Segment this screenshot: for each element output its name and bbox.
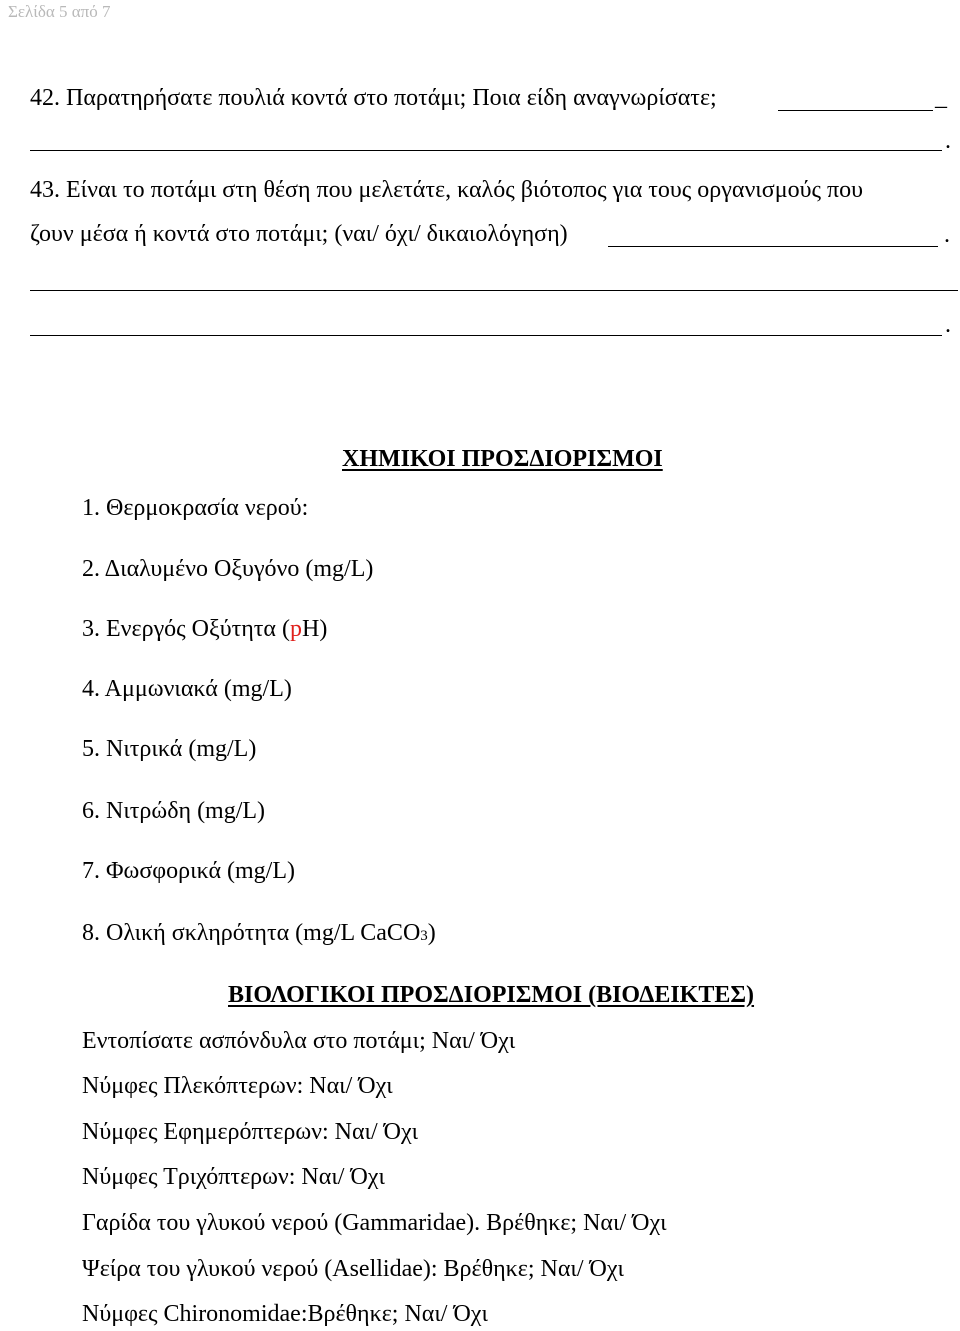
chemical-section-heading: ΧΗΜΙΚΟΙ ΠΡΟΣΔΙΟΡΙΣΜΟΙ xyxy=(342,446,663,472)
answer-line-43a xyxy=(608,246,938,247)
answer-line-42b-dot: . xyxy=(945,128,951,154)
answer-line-43a-dot: . xyxy=(944,222,950,248)
chem-item-phosphates: 7. Φωσφορικά (mg/L) xyxy=(82,858,295,884)
answer-line-42b xyxy=(30,150,942,151)
ph-rest: H) xyxy=(302,616,328,642)
bio-item-gammaridae: Γαρίδα του γλυκού νερού (Gammaridae). Βρέθηκε; Ναι/ Όχι xyxy=(82,1210,667,1236)
answer-line-43c xyxy=(30,335,942,336)
biological-section-heading: ΒΙΟΛΟΓΙΚΟΙ ΠΡΟΣΔΙΟΡΙΣΜΟΙ (ΒΙΟΔΕΙΚΤΕΣ) xyxy=(228,982,755,1008)
bio-item-asellidae: Ψείρα του γλυκού νερού (Asellidae): Βρέθηκε; Ναι/ Όχι xyxy=(82,1256,624,1282)
ph-highlight-letter: p xyxy=(290,616,302,642)
hardness-close-paren: ) xyxy=(427,920,436,946)
chem-item-nitrates: 5. Νιτρικά (mg/L) xyxy=(82,736,257,762)
bio-item-plecoptera: Νύμφες Πλεκόπτερων: Ναι/ Όχι xyxy=(82,1073,393,1099)
question-43-line1: 43. Είναι το ποτάμι στη θέση που μελετάτε, καλός βιότοπος για τους οργανισμούς που xyxy=(30,177,863,203)
bio-item-ephemeroptera: Νύμφες Εφημερόπτερων: Ναι/ Όχι xyxy=(82,1119,419,1145)
question-42-text: 42. Παρατηρήσατε πουλιά κοντά στο ποτάμι; Ποια είδη αναγνωρίσατε; xyxy=(30,85,717,111)
answer-line-43b xyxy=(30,290,958,291)
chem-item-nitrites: 6. Νιτρώδη (mg/L) xyxy=(82,798,266,824)
answer-line-43c-dot: . xyxy=(945,312,951,338)
chem-item-hardness xyxy=(82,920,436,947)
chem-item-ammonia: 4. Αμμωνιακά (mg/L) xyxy=(82,676,292,702)
bio-item-invertebrates: Εντοπίσατε ασπόνδυλα στο ποτάμι; Ναι/ Όχι xyxy=(82,1028,516,1054)
answer-line-42 xyxy=(778,110,933,111)
chem-item-ph xyxy=(82,616,327,643)
chem-item-temperature: 1. Θερμοκρασία νερού: xyxy=(82,495,309,521)
page-number-label: Σελίδα 5 από 7 xyxy=(8,2,111,21)
question-43-line2: ζουν μέσα ή κοντά στο ποτάμι; (ναι/ όχι/ δικαιολόγηση) xyxy=(30,221,568,247)
chem-item-dissolved-oxygen: 2. Διαλυμένο Οξυγόνο (mg/L) xyxy=(82,556,374,582)
chem-item-ph-label: 3. Ενεργός Οξύτητα ( xyxy=(82,616,290,642)
caco3-subscript: 3 xyxy=(420,928,428,944)
chem-item-hardness-label: 8. Ολική σκληρότητα (mg/L CaCO xyxy=(82,920,421,946)
bio-item-trichoptera: Νύμφες Τριχόπτερων: Ναι/ Όχι xyxy=(82,1164,385,1190)
bio-item-chironomidae: Νύμφες Chironomidae:Βρέθηκε; Ναι/ Όχι xyxy=(82,1301,488,1327)
question-42-tail: _ xyxy=(935,85,947,111)
